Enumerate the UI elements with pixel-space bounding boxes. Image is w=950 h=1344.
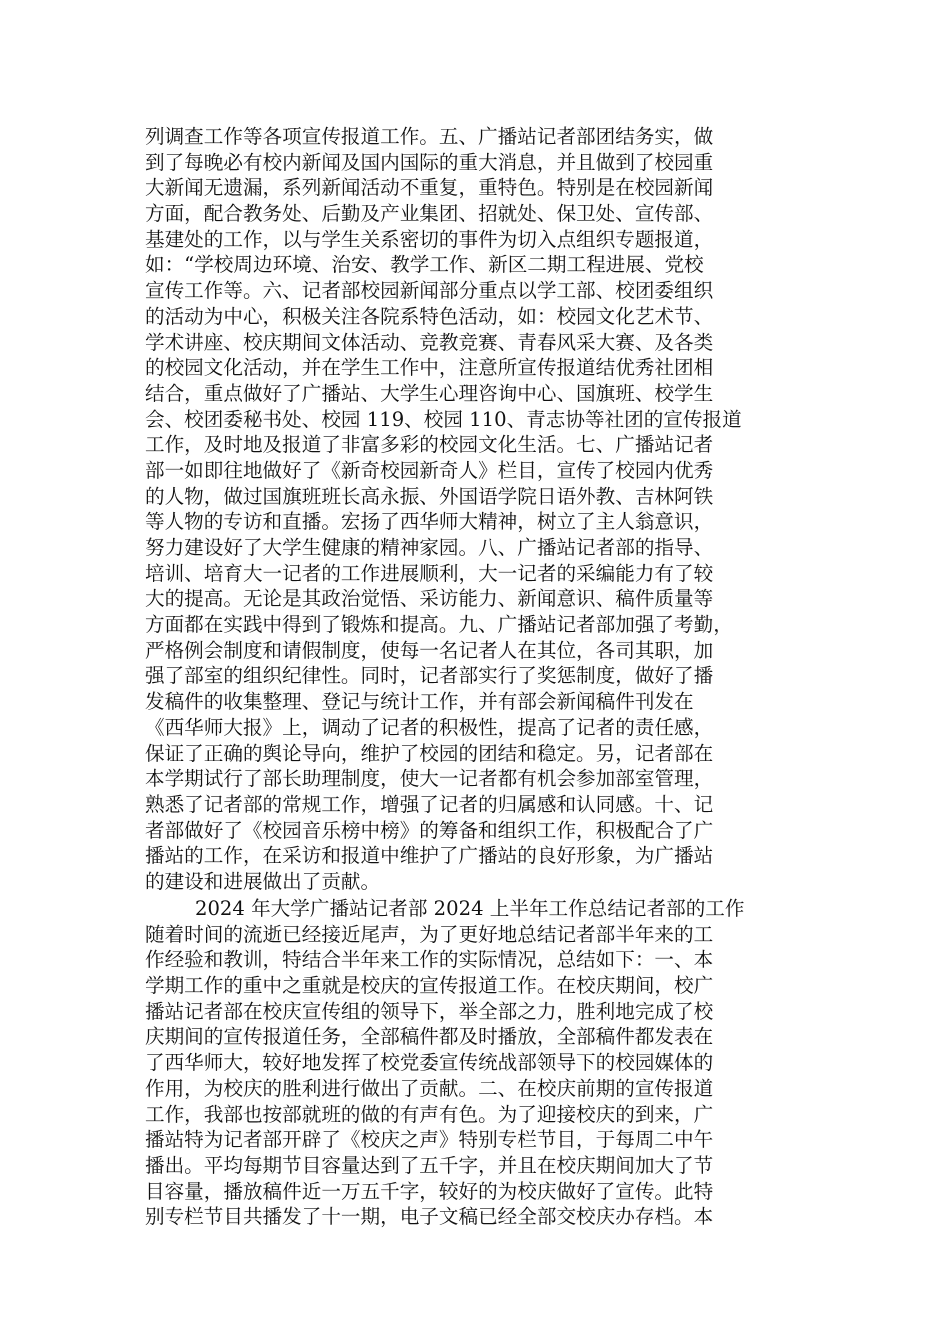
text-line: 基建处的工作，以与学生关系密切的事件为切入点组织专题报道， <box>145 227 714 251</box>
text-line: 培训、培育大一记者的工作进展顺利，大一记者的采编能力有了较 <box>145 561 714 585</box>
text-line: 随着时间的流逝已经接近尾声，为了更好地总结记者部半年来的工 <box>145 922 714 946</box>
text-line: 2024 年大学广播站记者部 2024 上半年工作总结记者部的工作 <box>195 897 745 920</box>
text-line: 庆期间的宣传报道任务，全部稿件都及时播放，全部稿件都发表在 <box>145 1025 714 1049</box>
paragraph-2 <box>145 896 835 1230</box>
text-line: 部一如即往地做好了《新奇校园新奇人》栏目，宣传了校园内优秀 <box>145 458 714 482</box>
text-line: 发稿件的收集整理、登记与统计工作，并有部会新闻稿件刊发在 <box>145 690 694 714</box>
paragraph-1 <box>145 124 835 895</box>
text-line: 播站记者部在校庆宣传组的领导下，举全部之力，胜利地完成了校 <box>145 999 714 1023</box>
text-line: 作经验和教训，特结合半年来工作的实际情况，总结如下：一、本 <box>145 948 714 972</box>
text-line: 的人物，做过国旗班班长高永振、外国语学院日语外教、吉林阿铁 <box>145 484 714 508</box>
text-line: 大的提高。无论是其政治觉悟、采访能力、新闻意识、稿件质量等 <box>145 587 714 611</box>
text-line: 宣传工作等。六、记者部校园新闻部分重点以学工部、校团委组织 <box>145 279 714 303</box>
text-line: 的建设和进展做出了贡献。 <box>145 869 381 893</box>
text-line: 学期工作的重中之重就是校庆的宣传报道工作。在校庆期间，校广 <box>145 974 714 998</box>
text-line: 工作，我部也按部就班的做的有声有色。为了迎接校庆的到来，广 <box>145 1102 714 1126</box>
text-line: 严格例会制度和请假制度，使每一名记者人在其位，各司其职，加 <box>145 638 714 662</box>
text-line: 播站特为记者部开辟了《校庆之声》特别专栏节目，于每周二中午 <box>145 1128 714 1152</box>
text-line: 到了每晚必有校内新闻及国内国际的重大消息，并且做到了校园重 <box>145 150 714 174</box>
text-line: 大新闻无遗漏，系列新闻活动不重复，重特色。特别是在校园新闻 <box>145 176 714 200</box>
text-line: 的校园文化活动，并在学生工作中，注意所宣传报道结优秀社团相 <box>145 356 714 380</box>
text-line: 别专栏节目共播发了十一期，电子文稿已经全部交校庆办存档。本 <box>145 1205 714 1229</box>
text-line: 方面都在实践中得到了锻炼和提高。九、广播站记者部加强了考勤， <box>145 613 733 637</box>
text-line: 《西华师大报》上，调动了记者的积极性，提高了记者的责任感， <box>145 715 714 739</box>
text-line: 了西华师大，较好地发挥了校党委宣传统战部领导下的校园媒体的 <box>145 1051 714 1075</box>
text-line: 等人物的专访和直播。宏扬了西华师大精神，树立了主人翁意识， <box>145 510 714 534</box>
text-line: 熟悉了记者部的常规工作，增强了记者的归属感和认同感。十、记 <box>145 792 714 816</box>
text-line: 保证了正确的舆论导向，维护了校园的团结和稳定。另，记者部在 <box>145 741 714 765</box>
text-line: 播出。平均每期节目容量达到了五千字，并且在校庆期间加大了节 <box>145 1153 714 1177</box>
text-line: 列调查工作等各项宣传报道工作。五、广播站记者部团结务实，做 <box>145 125 714 148</box>
text-line: 强了部室的组织纪律性。同时，记者部实行了奖惩制度，做好了播 <box>145 664 714 688</box>
text-line: 作用，为校庆的胜利进行做出了贡献。二、在校庆前期的宣传报道 <box>145 1076 714 1100</box>
text-line: 播站的工作，在采访和报道中维护了广播站的良好形象，为广播站 <box>145 844 714 868</box>
text-line: 工作，及时地及报道了非富多彩的校园文化生活。七、广播站记者 <box>145 433 714 457</box>
text-line: 努力建设好了大学生健康的精神家园。八、广播站记者部的指导、 <box>145 536 714 559</box>
text-line: 如：“学校周边环境、治安、教学工作、新区二期工程进展、党校 <box>145 253 704 277</box>
text-line: 的活动为中心，积极关注各院系特色活动，如：校园文化艺术节、 <box>145 304 714 328</box>
text-line: 学术讲座、校庆期间文体活动、竞教竞赛、青春风采大赛、及各类 <box>145 330 714 354</box>
text-line: 目容量，播放稿件近一万五千字，较好的为校庆做好了宣传。此特 <box>145 1179 714 1203</box>
text-line: 本学期试行了部长助理制度，使大一记者都有机会参加部室管理， <box>145 767 714 791</box>
text-line: 者部做好了《校园音乐榜中榜》的筹备和组织工作，积极配合了广 <box>145 818 714 842</box>
text-line: 方面，配合教务处、后勤及产业集团、招就处、保卫处、宣传部、 <box>145 202 714 226</box>
text-line: 结合，重点做好了广播站、大学生心理咨询中心、国旗班、校学生 <box>145 381 714 405</box>
text-line: 会、校团委秘书处、校园 119、校园 110、青志协等社团的宣传报道 <box>145 407 742 431</box>
